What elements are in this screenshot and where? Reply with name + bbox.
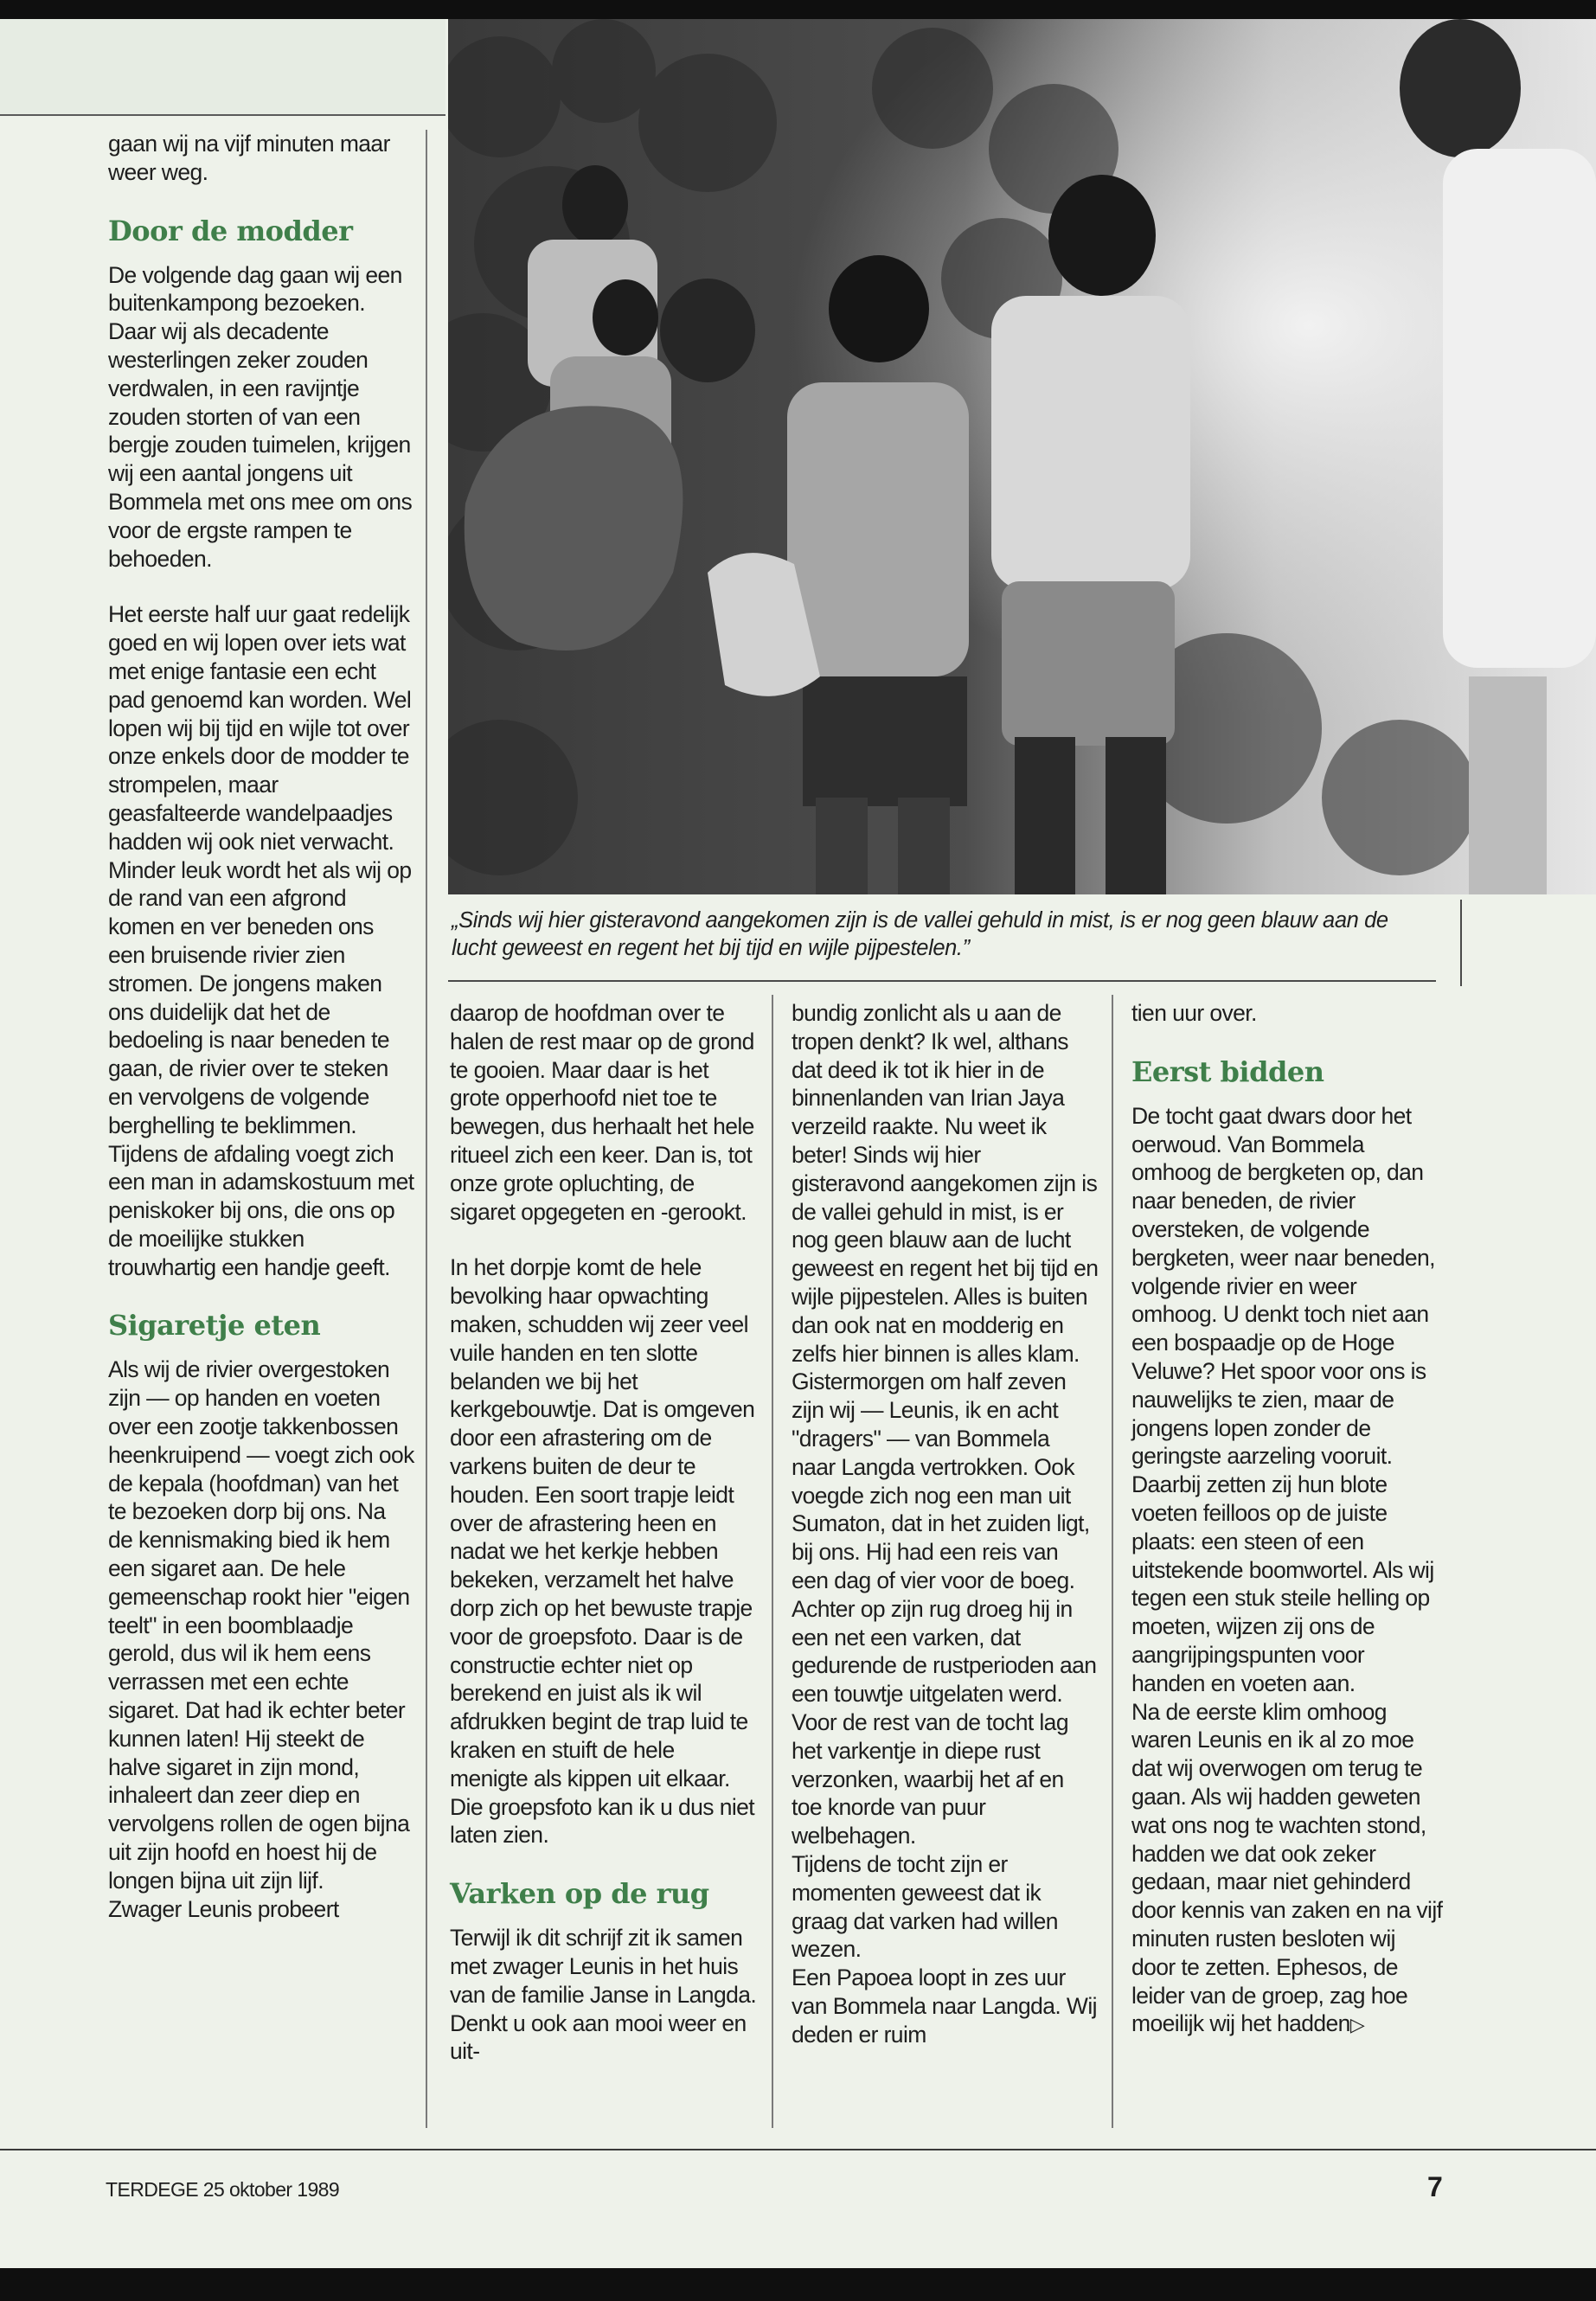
paragraph: daarop de hoofdman over te halen de rest maar op de grond te gooien. Maar daar is het grote opperhoofd niet toe te bewegen, dus herhaalt het hele ritueel zich een keer. Dan is, tot onze grote opluchting, de sigaret opgegeten en -gerookt. (450, 1000, 754, 1225)
column-divider (426, 130, 427, 2128)
paragraph: gaan wij na vijf minuten maar weer weg. (108, 131, 390, 185)
column-divider (772, 995, 773, 2128)
column-3 (792, 999, 1099, 2048)
paragraph: Zwager Leunis probeert (108, 1895, 339, 1922)
paragraph (1131, 1698, 1443, 2041)
column-2 (450, 999, 757, 2066)
sidebar-header-panel (0, 19, 445, 116)
photo-caption: „Sinds wij hier gisteravond aangekomen zijn is de vallei gehuld in mist, is er nog geen blauw aan de lucht geweest en regent het bij tijd en wijle pijpestelen.” (452, 908, 1388, 960)
footer-source (106, 2178, 339, 2202)
paragraph: De volgende dag gaan wij een buitenkampong bezoeken. Daar wij als decadente westerlingen zeker zouden verdwalen, in een ravijntje zouden storten of van een bergje zouden tuimelen, krijgen wij een aantal jongens uit Bommela met ons mee om ons voor de ergste rampen te behoeden. (108, 261, 413, 572)
paragraph: De tocht gaat dwars door het oerwoud. Van Bommela omhoog de bergketen op, dan naar beneden, de rivier oversteken, de volgende bergketen, weer naar beneden, volgende rivier en weer omhoog. U denkt toch niet aan een bospaadje op de Hoge Veluwe? Het spoor voor ons is nauwelijks te zien, maar de jongens lopen zonder de geringste aarzeling vooruit. Daarbij zetten zij hun blote voeten feilloos op de juiste plaats: een steen of een uitstekende boomwortel. Als wij tegen een stuk steile helling op moeten, wijzen zij ons de aangrijpingspunten voor handen en voeten aan. (1131, 1102, 1435, 1696)
photo-illustration (448, 19, 1596, 894)
continue-arrow-icon: ▷ (1349, 2014, 1365, 2036)
paragraph: Als wij de rivier overgestoken zijn — op handen en voeten over een zootje takkenbossen heenkruipend — voegt zich ook de kepala (hoofdman) van het te bezoeken dorp bij ons. Na de kennismaking bied ik hem een sigaret aan. De hele gemeenschap rookt hier "eigen teelt" in een boomblaadje gerold, dus wil ik hem eens verrassen met een echte sigaret. Dat had ik echter beter kunnen laten! Hij steekt de halve sigaret in zijn mond, inhaleert dan zeer diep en vervolgens rollen de ogen bijna uit zijn hoofd en hoest hij de longen bijna uit zijn lijf. (108, 1356, 414, 1894)
magazine-name: TERDEGE (106, 2178, 198, 2201)
paragraph: tien uur over. (1131, 1000, 1257, 1026)
column-divider (1112, 995, 1113, 2128)
page-number: 7 (1427, 2171, 1443, 2202)
column-4 (1131, 999, 1443, 2040)
subheading-varken-op-de-rug: Varken op de rug (450, 1877, 709, 1911)
paragraph: Het eerste half uur gaat redelijk goed en wij lopen over iets wat met enige fantasie een echt pad genoemd kan worden. Wel lopen wij bij tijd en wijle tot over onze enkels door de modder te strompelen, maar geasfalteerde wandelpaadjes hadden wij ook niet verwacht. Minder leuk wordt het als wij op de rand van een afgrond komen en ver beneden ons een bruisende rivier zien stromen. De jongens maken ons duidelijk dat het de bedoeling is naar beneden te gaan, de rivier over te steken en vervolgens de volgende berghelling te beklimmen. Tijdens de afdaling voegt zich een man in adamskostuum met peniskoker bij ons, die ons op de moeilijke stukken trouwhartig een handje geeft. (108, 601, 414, 1280)
subheading-sigaretje-eten: Sigaretje eten (108, 1309, 321, 1343)
paragraph: Tijdens de tocht zijn er momenten geweest dat ik graag dat varken had willen wezen. (792, 1850, 1058, 1963)
paragraph-text: Na de eerste klim omhoog waren Leunis en ik al zo moe dat wij overwogen om terug te gaan. Als wij hadden geweten wat ons nog te wachten stond, hadden we dat ook zeker gedaan, maar niet gehinderd door kennis van zaken en na vijf minuten rusten besloten wij door te zetten. Ephesos, de leider van de groep, zag hoe moeilijk wij het hadden (1131, 1698, 1443, 2037)
top-black-band (0, 0, 1596, 19)
subheading-eerst-bidden: Eerst bidden (1131, 1054, 1324, 1088)
subheading-door-de-modder: Door de modder (108, 214, 353, 247)
article-photo (448, 19, 1596, 894)
caption-rule (448, 980, 1436, 982)
column-1 (108, 130, 415, 1923)
paragraph: Terwijl ik dit schrijf zit ik samen met zwager Leunis in het huis van de familie Janse in Langda. Denkt u ook aan mooi weer en uit- (450, 1925, 757, 2065)
issue-date: 25 oktober 1989 (202, 2178, 340, 2201)
paragraph: Gistermorgen om half zeven zijn wij — Leunis, ik en acht "dragers" — van Bommela naar Langda vertrokken. Ook voegde zich nog een man uit Sumaton, dat in het zuiden ligt, bij ons. Hij had een reis van een dag of vier voor de boeg. Achter op zijn rug droeg hij in een net een varken, dat gedurende de rustperioden aan een touwtje uitgelaten werd. Voor de rest van de tocht lag het varkentje in diepe rust verzonken, waarbij het af en toe knorde van puur welbehagen. (792, 1368, 1097, 1849)
footer-rule (0, 2149, 1596, 2150)
paragraph: In het dorpje komt de hele bevolking haar opwachting maken, schudden wij zeer veel vuile handen en ten slotte belanden we bij het kerkgebouwtje. Dat is omgeven door een afrastering om de varkens buiten de deur te houden. Een soort trapje leidt over de afrastering heen en nadat we het kerkje hebben bekeken, verzamelt het halve dorp zich op het bewuste trapje voor de groepsfoto. Daar is de constructie echter niet op berekend en juist als ik wil afdrukken begint de trap luid te kraken en stuift de hele menigte als kippen uit elkaar. Die groepsfoto kan ik u dus niet laten zien. (450, 1254, 755, 1849)
paragraph: bundig zonlicht als u aan de tropen denkt? Ik wel, althans dat deed ik tot ik hier in de binnenlanden van Irian Jaya verzeild raakte. Nu weet ik beter! Sinds wij hier gisteravond aangekomen zijn is de vallei gehuld in mist, is er nog geen blauw aan de lucht geweest en regent het bij tijd en wijle pijpestelen. Alles is buiten dan ook nat en modderig en zelfs hier binnen is alles klam. (792, 1000, 1099, 1367)
caption-side-rule (1460, 900, 1462, 986)
bottom-black-band (0, 2268, 1596, 2301)
paragraph: Een Papoea loopt in zes uur van Bommela naar Langda. Wij deden er ruim (792, 1965, 1097, 2048)
